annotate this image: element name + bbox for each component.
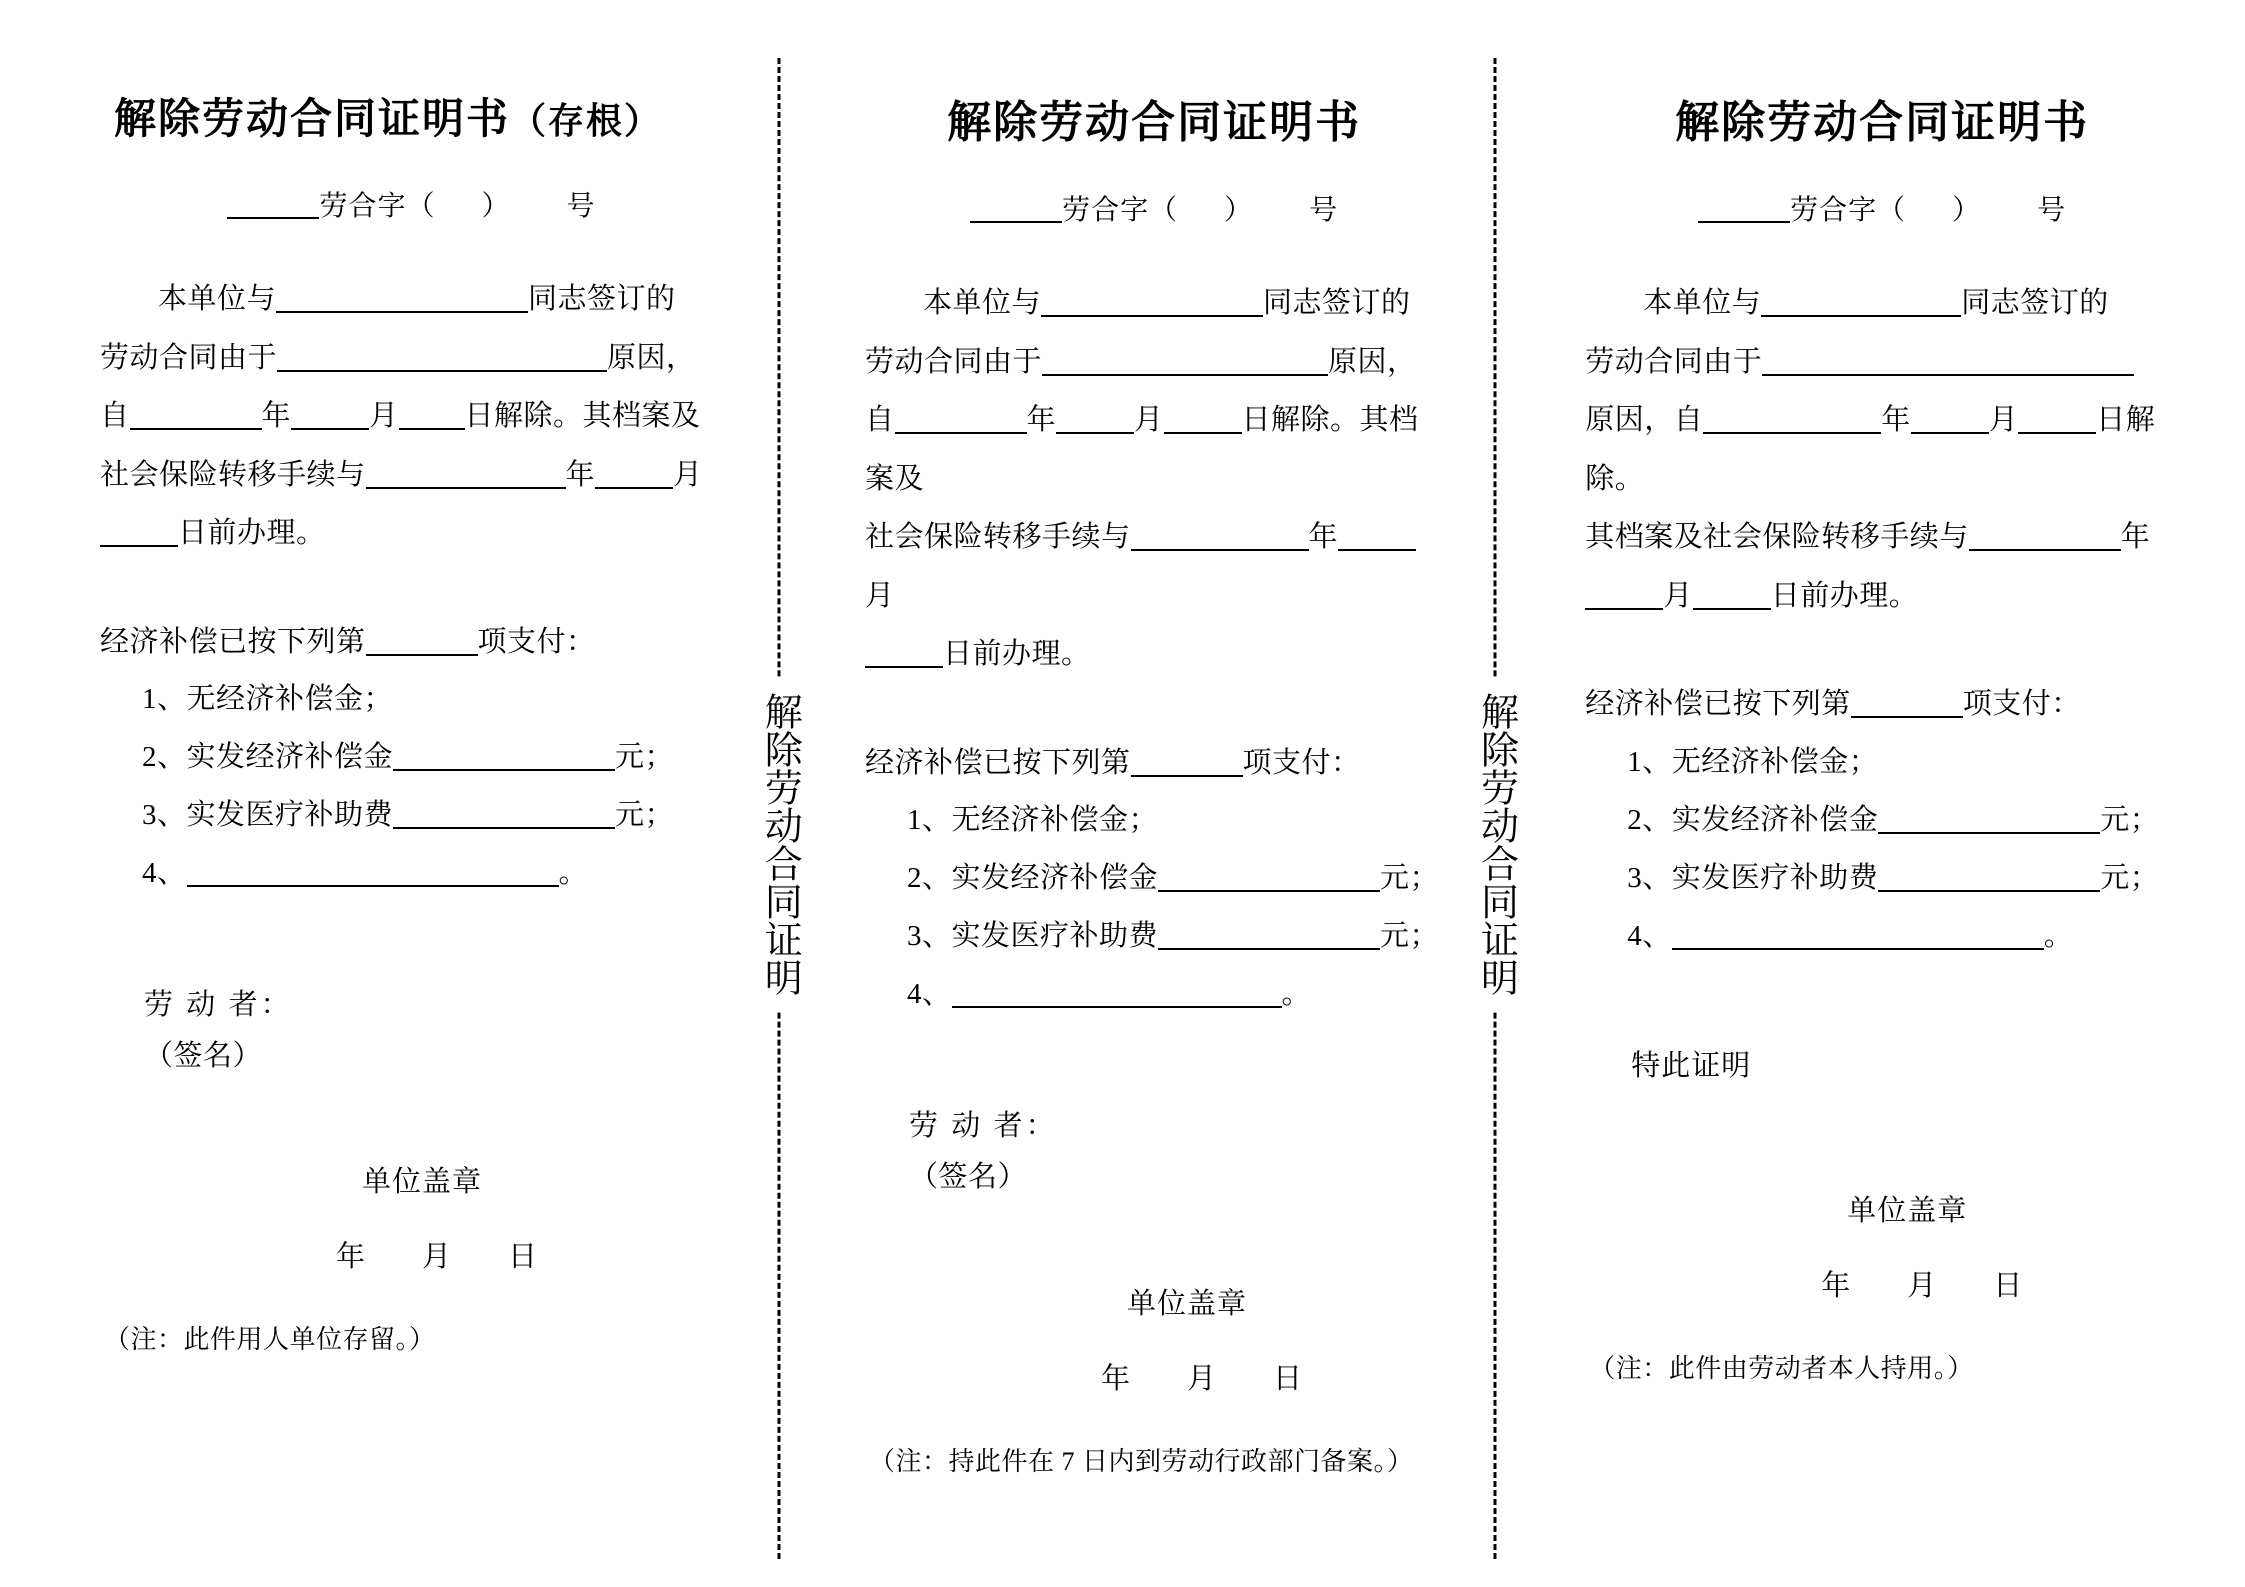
section-stub-docnumber <box>100 184 723 224</box>
section-filing-compensation-heading <box>865 736 1443 791</box>
option-1-label: 1、无经济补偿金； <box>142 682 394 715</box>
blank-other-item[interactable] <box>187 885 559 887</box>
section-filing <box>825 40 1449 1587</box>
blank-transfer-year[interactable] <box>366 487 566 489</box>
blank-compensation-amount[interactable] <box>1878 832 2100 834</box>
date-line <box>100 1234 723 1275</box>
body-text-4b: 年 <box>2120 521 2151 554</box>
date-month-label: 月 <box>1907 1269 1938 1302</box>
option-1-label: 1、无经济补偿金； <box>1627 745 1879 778</box>
blank-transfer-day[interactable] <box>865 666 943 668</box>
spacer <box>865 1023 1443 1101</box>
option-4-label: 4、 <box>1627 919 1672 952</box>
option-4-period: 。 <box>2043 919 2074 952</box>
docnum-mid-label: ） <box>1952 195 1982 226</box>
section-stub-compensation-heading <box>100 615 723 670</box>
option-2-unit: 元； <box>615 740 675 773</box>
option-3-label: 3、实发医疗补助费 <box>907 920 1159 953</box>
option-item-4 <box>865 965 1443 1023</box>
option-item-2 <box>865 849 1443 907</box>
option-item-4 <box>1585 907 2179 965</box>
body-text-2b: 原因， <box>607 341 696 374</box>
spacer <box>100 563 723 615</box>
body-text-3c: 月 <box>1988 404 2019 437</box>
option-1-label: 1、无经济补偿金； <box>907 804 1159 837</box>
blank-year[interactable] <box>130 428 262 430</box>
signer-sub-label: （签名） <box>144 1039 263 1072</box>
option-3-unit: 元； <box>1380 920 1440 953</box>
date-day-label: 日 <box>1273 1362 1304 1395</box>
blank-other-item[interactable] <box>1672 948 2044 950</box>
blank-medical-amount[interactable] <box>1158 948 1380 950</box>
comp-text-a: 经济补偿已按下列第 <box>100 625 366 658</box>
blank-option-number[interactable] <box>1131 775 1243 777</box>
section-stub-title <box>100 86 723 146</box>
section-filing-title: 解除劳动合同证明书 <box>947 98 1362 147</box>
body-text-4c: 月 <box>865 579 895 612</box>
spacer <box>865 1203 1443 1281</box>
body-text-2a: 劳动合同由于 <box>1585 345 1763 378</box>
comp-text-b: 项支付： <box>477 625 596 658</box>
date-line <box>1585 1263 2179 1304</box>
option-4-period: 。 <box>1281 978 1312 1011</box>
option-item-4 <box>100 844 723 902</box>
divider-right <box>1449 40 1541 1587</box>
spacer <box>1585 965 2179 1043</box>
date-line <box>865 1356 1443 1397</box>
blank-day[interactable] <box>1164 432 1242 434</box>
option-4-period: 。 <box>558 856 589 889</box>
date-month-label: 月 <box>422 1241 453 1274</box>
comp-text-b: 项支付： <box>1962 688 2081 721</box>
signer-block <box>865 1101 1443 1203</box>
blank-transfer-day[interactable] <box>1693 608 1771 610</box>
body-text-2a: 劳动合同由于 <box>100 341 278 374</box>
signer-block <box>100 980 723 1082</box>
body-text-1a: 本单位与 <box>158 283 277 315</box>
option-item-2 <box>100 728 723 786</box>
body-text-4b: 年 <box>565 458 596 491</box>
option-4-label: 4、 <box>142 856 187 889</box>
date-day-label: 日 <box>1993 1269 2024 1302</box>
option-2-unit: 元； <box>2100 803 2160 836</box>
option-item-2 <box>1585 791 2179 849</box>
section-worker-title: 解除劳动合同证明书 <box>1675 98 2090 147</box>
divider-right-vertical-text: 解除劳动合同证明 <box>1463 678 1527 1010</box>
body-text-5a: 日前办理。 <box>178 517 326 550</box>
docnum-mid-label: ） <box>1224 195 1254 226</box>
option-item-3 <box>1585 849 2179 907</box>
blank-day[interactable] <box>2018 432 2096 434</box>
blank-employee-name[interactable] <box>1761 315 1961 317</box>
docnum-mid-label: ） <box>481 191 511 222</box>
body-text-4c: 月 <box>673 458 703 491</box>
blank-transfer-year[interactable] <box>1131 549 1309 551</box>
option-item-3 <box>100 786 723 844</box>
date-year-label: 年 <box>1821 1269 1852 1302</box>
blank-option-number[interactable] <box>366 654 478 656</box>
body-text-3a: 自 <box>865 404 895 437</box>
section-stub-title-suffix: （存根） <box>510 101 663 141</box>
docnum-prefix-label: 劳合字（ <box>319 191 436 222</box>
option-2-label: 2、实发经济补偿金 <box>1627 803 1879 836</box>
body-text-3b: 年 <box>261 400 292 433</box>
blank-employee-name[interactable] <box>276 311 528 313</box>
option-2-label: 2、实发经济补偿金 <box>907 862 1159 895</box>
date-year-label: 年 <box>336 1241 367 1274</box>
blank-transfer-month[interactable] <box>595 487 673 489</box>
body-text-3a: 原因，自 <box>1585 404 1704 437</box>
option-3-label: 3、实发医疗补助费 <box>1627 861 1879 894</box>
spacer <box>1585 1084 2179 1162</box>
spacer <box>865 684 1443 736</box>
blank-option-number[interactable] <box>1851 716 1963 718</box>
option-3-unit: 元； <box>2100 861 2160 894</box>
spacer <box>100 902 723 980</box>
date-month-label: 月 <box>1187 1362 1218 1395</box>
body-text-3d: 日解除。 <box>1585 404 2156 495</box>
divider-left <box>733 40 825 1587</box>
blank-reason[interactable] <box>1042 374 1328 376</box>
blank-month[interactable] <box>1911 432 1989 434</box>
blank-year[interactable] <box>1703 432 1881 434</box>
docnum-suffix-label: 号 <box>566 191 596 222</box>
blank-month[interactable] <box>291 428 369 430</box>
blank-transfer-month[interactable] <box>1585 608 1663 610</box>
comp-text-b: 项支付： <box>1242 747 1361 780</box>
option-2-label: 2、实发经济补偿金 <box>142 740 394 773</box>
company-seal-label: 单位盖章 <box>1127 1287 1248 1320</box>
docnum-suffix-label: 号 <box>2037 195 2067 226</box>
blank-month[interactable] <box>1056 432 1134 434</box>
blank-employee-name[interactable] <box>1041 315 1263 317</box>
option-4-label: 4、 <box>907 978 952 1011</box>
section-filing-docnumber <box>865 188 1443 228</box>
body-text-3d: 日解除。其档案及 <box>464 400 701 433</box>
option-3-unit: 元； <box>615 798 675 831</box>
section-stub <box>60 40 733 1587</box>
body-text-4b: 年 <box>1308 521 1339 554</box>
section-filing-note: （注：持此件在 7 日内到劳动行政部门备案。） <box>869 1446 1414 1476</box>
docnum-blank-prefix[interactable] <box>227 217 319 219</box>
body-text-3b: 年 <box>1881 404 1911 437</box>
certify-label: 特此证明 <box>1631 1049 1752 1082</box>
section-worker-compensation-heading <box>1585 677 2179 732</box>
blank-compensation-amount[interactable] <box>393 769 615 771</box>
option-item-1 <box>100 670 723 728</box>
section-worker <box>1541 40 2185 1587</box>
spacer <box>1585 625 2179 677</box>
comp-text-a: 经济补偿已按下列第 <box>865 747 1131 780</box>
option-2-unit: 元； <box>1380 862 1440 895</box>
docnum-prefix-label: 劳合字（ <box>1062 195 1179 226</box>
comp-text-a: 经济补偿已按下列第 <box>1585 688 1851 721</box>
spacer <box>1585 1162 2179 1188</box>
body-text-4a: 其档案及社会保险转移手续与 <box>1585 521 1969 554</box>
blank-transfer-month[interactable] <box>1338 549 1416 551</box>
body-text-4a: 社会保险转移手续与 <box>865 521 1131 554</box>
body-text-2b: 原因， <box>1328 345 1417 378</box>
blank-transfer-day[interactable] <box>100 545 178 547</box>
body-text-5b: 日前办理。 <box>1770 579 1919 612</box>
signer-label: 劳 动 者： <box>909 1110 1058 1143</box>
body-text-5a: 月 <box>1663 579 1693 612</box>
blank-year[interactable] <box>895 432 1027 434</box>
section-stub-note: （注：此件用人单位存留。） <box>104 1325 436 1355</box>
section-filing-body <box>865 274 1443 684</box>
section-worker-docnumber <box>1585 188 2179 228</box>
body-text-3c: 月 <box>369 400 399 433</box>
divider-left-vertical-text: 解除劳动合同证明 <box>747 678 811 1010</box>
body-text-3c: 月 <box>1134 404 1164 437</box>
body-text-3d: 日解除。其档案及 <box>865 404 1419 495</box>
body-text-3b: 年 <box>1026 404 1057 437</box>
blank-day[interactable] <box>399 428 465 430</box>
company-seal-label: 单位盖章 <box>362 1166 483 1199</box>
spacer <box>100 1081 723 1159</box>
date-day-label: 日 <box>508 1241 539 1274</box>
body-text-2a: 劳动合同由于 <box>865 345 1043 378</box>
docnum-blank-prefix[interactable] <box>1698 221 1790 223</box>
option-item-1 <box>1585 733 2179 791</box>
body-text-1a: 本单位与 <box>923 287 1042 319</box>
docnum-prefix-label: 劳合字（ <box>1790 195 1907 226</box>
blank-reason[interactable] <box>277 370 607 372</box>
option-item-1 <box>865 791 1443 849</box>
body-text-1b: 同志签订的 <box>1961 287 2109 319</box>
blank-reason[interactable] <box>1762 374 2134 376</box>
option-3-label: 3、实发医疗补助费 <box>142 798 394 831</box>
blank-medical-amount[interactable] <box>1878 890 2100 892</box>
section-stub-body <box>100 270 723 563</box>
body-text-1b: 同志签订的 <box>1263 287 1411 319</box>
body-text-3a: 自 <box>100 400 130 433</box>
blank-compensation-amount[interactable] <box>1158 890 1380 892</box>
blank-transfer-year[interactable] <box>1969 549 2121 551</box>
body-text-5a: 日前办理。 <box>943 638 1091 671</box>
company-seal-label: 单位盖章 <box>1847 1194 1968 1227</box>
signer-label: 劳 动 者： <box>144 988 293 1021</box>
docnum-blank-prefix[interactable] <box>970 221 1062 223</box>
blank-other-item[interactable] <box>952 1006 1282 1008</box>
section-stub-title-text: 解除劳动合同证明书 <box>114 97 511 143</box>
body-text-1a: 本单位与 <box>1643 287 1762 319</box>
signer-sub-label: （签名） <box>909 1160 1028 1193</box>
section-worker-note: （注：此件由劳动者本人持用。） <box>1589 1353 1974 1383</box>
blank-medical-amount[interactable] <box>393 827 615 829</box>
section-worker-body <box>1585 274 2179 625</box>
body-text-1b: 同志签订的 <box>528 283 676 315</box>
body-text-4a: 社会保险转移手续与 <box>100 458 366 491</box>
docnum-suffix-label: 号 <box>1309 195 1339 226</box>
date-year-label: 年 <box>1101 1362 1132 1395</box>
option-item-3 <box>865 907 1443 965</box>
